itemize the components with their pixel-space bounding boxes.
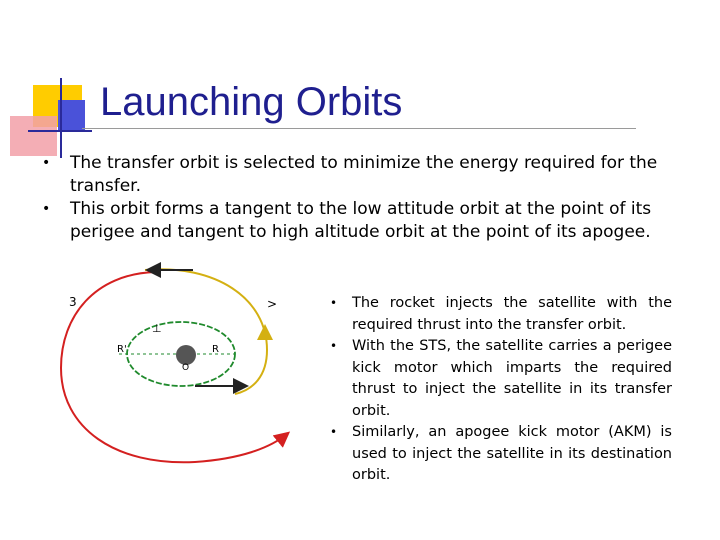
right-bullet-3-text: Similarly, an apogee kick motor (AKM) is used to inject the satellite in its destination orbit. [352, 424, 672, 483]
title-divider [82, 128, 636, 129]
orbit-label-2: > [267, 297, 278, 311]
top-bullet-1-text: The transfer orbit is selected to minimize the energy required for the transfer. [70, 153, 658, 196]
outer-orbit [61, 272, 287, 462]
earth-label: O [182, 363, 190, 373]
logo-square-pink [10, 116, 57, 156]
top-bullet-1 [42, 152, 682, 198]
logo-square-blue [58, 100, 85, 132]
label-r-prime: R' [117, 344, 127, 355]
right-bullet-2 [330, 336, 672, 422]
bullet-dot: • [330, 339, 338, 353]
right-bullet-3 [330, 422, 672, 487]
label-r: R [212, 344, 219, 355]
top-bullet-list [42, 152, 682, 244]
orbit-label-1: ⊥ [152, 322, 162, 335]
bullet-dot: • [42, 155, 51, 171]
bullet-dot: • [330, 296, 338, 310]
orbit-diagram [55, 258, 300, 473]
earth [176, 345, 196, 365]
slide-title: Launching Orbits [100, 80, 403, 124]
logo-line-horizontal [28, 130, 92, 132]
top-bullet-2 [42, 198, 682, 244]
right-bullet-1-text: The rocket injects the satellite with the required thrust into the transfer orbit. [352, 295, 672, 333]
orbit-label-3: 3 [69, 295, 77, 309]
bullet-dot: • [42, 201, 51, 217]
top-bullet-2-text: This orbit forms a tangent to the low attitude orbit at the point of its perigee and tangent to high altitude orbit at the point of its apogee. [70, 199, 652, 242]
transfer-orbit [145, 269, 267, 394]
bullet-dot: • [330, 425, 338, 439]
right-bullet-1 [330, 293, 672, 336]
logo-line-vertical [60, 78, 62, 158]
right-bullet-2-text: With the STS, the satellite carries a perigee kick motor which imparts the required thrust to inject the satellite in its transfer orbit. [352, 338, 672, 419]
right-bullet-list [330, 293, 672, 487]
